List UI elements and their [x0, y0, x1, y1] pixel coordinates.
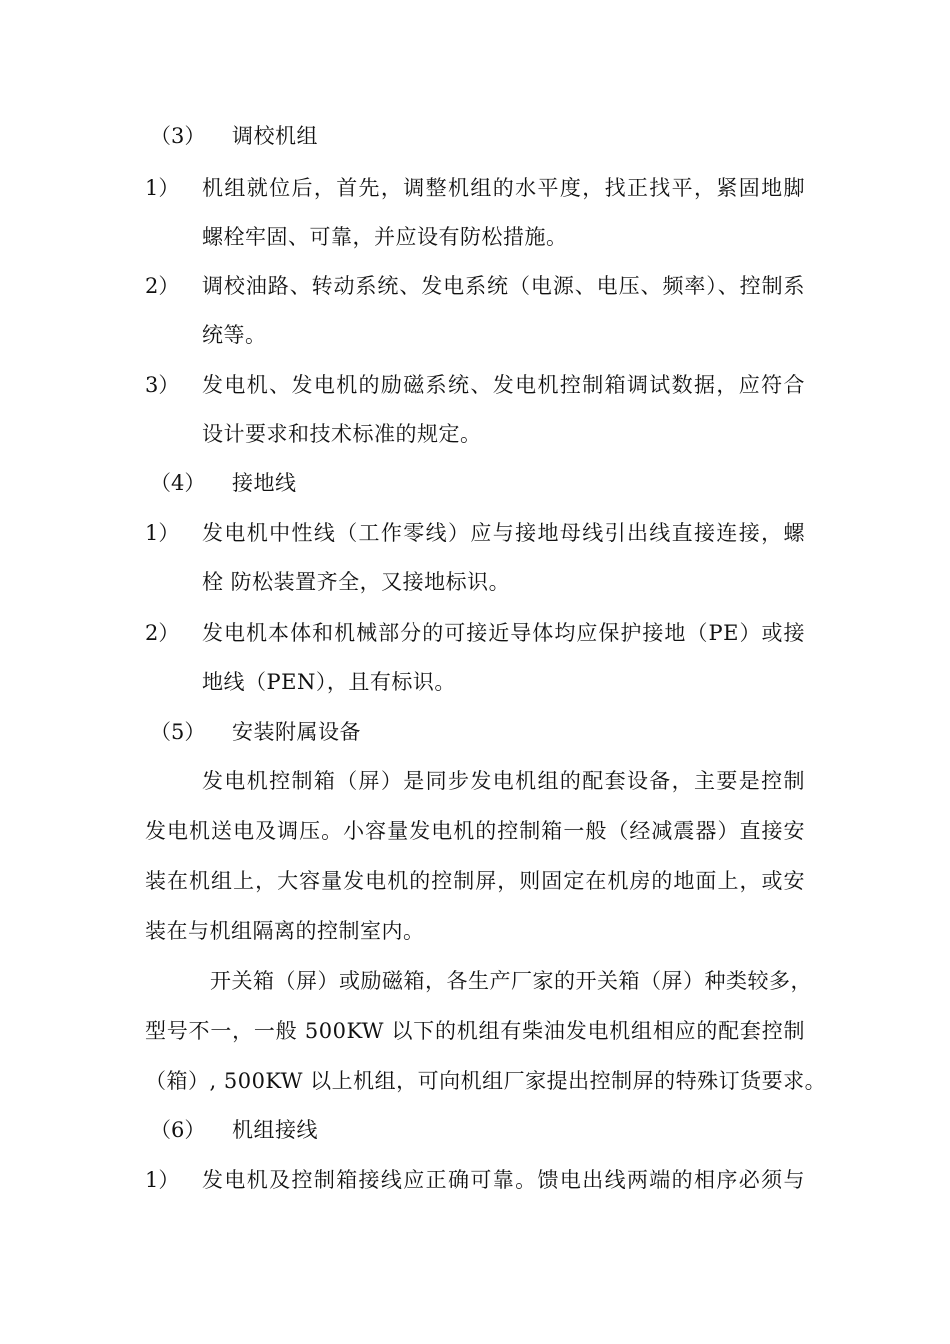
paragraph-line: （箱）, 500KW 以上机组，可向机组厂家提出控制屏的特殊订货要求。: [145, 1069, 827, 1093]
section-title: 调校机组: [232, 124, 318, 148]
item-text-line: 统等。: [202, 323, 267, 347]
section-title: 机组接线: [232, 1118, 318, 1142]
item-number: 2）: [145, 274, 180, 298]
paragraph-line: 发电机控制箱（屏）是同步发电机组的配套设备，主要是控制: [202, 769, 805, 793]
item-text-line: 调校油路、转动系统、发电系统（电源、电压、频率）、控制系: [202, 274, 805, 298]
item-text-line: 发电机及控制箱接线应正确可靠。馈电出线两端的相序必须与: [202, 1168, 805, 1192]
item-text-line: 发电机、发电机的励磁系统、发电机控制箱调试数据，应符合: [202, 373, 805, 397]
paragraph-line: 型号不一，一般 500KW 以下的机组有柴油发电机组相应的配套控制: [145, 1019, 805, 1043]
paragraph-line: 开关箱（屏）或励磁箱，各生产厂家的开关箱（屏）种类较多，: [210, 969, 812, 993]
item-text-line: 发电机本体和机械部分的可接近导体均应保护接地（PE）或接: [202, 621, 805, 645]
item-number: 1）: [145, 521, 180, 545]
item-text-line: 设计要求和技术标准的规定。: [202, 422, 482, 446]
paragraph-line: 发电机送电及调压。小容量发电机的控制箱一般（经减震器）直接安: [145, 819, 805, 843]
item-number: 1）: [145, 176, 180, 200]
section-number: （4）: [150, 471, 206, 495]
section-number: （5）: [150, 720, 206, 744]
item-number: 3）: [145, 373, 180, 397]
item-text-line: 栓 防松装置齐全，又接地标识。: [202, 570, 511, 594]
paragraph-line: 装在与机组隔离的控制室内。: [145, 919, 425, 943]
section-title: 安装附属设备: [232, 720, 361, 744]
section-title: 接地线: [232, 471, 297, 495]
paragraph-line: 装在机组上，大容量发电机的控制屏，则固定在机房的地面上，或安: [145, 869, 805, 893]
item-number: 2）: [145, 621, 180, 645]
item-text-line: 机组就位后，首先，调整机组的水平度，找正找平，紧固地脚: [202, 176, 805, 200]
section-number: （3）: [150, 124, 206, 148]
section-number: （6）: [150, 1118, 206, 1142]
item-text-line: 发电机中性线（工作零线）应与接地母线引出线直接连接，螺: [202, 521, 805, 545]
item-text-line: 螺栓牢固、可靠，并应设有防松措施。: [202, 225, 568, 249]
item-number: 1）: [145, 1168, 180, 1192]
item-text-line: 地线（PEN），且有标识。: [202, 670, 456, 694]
